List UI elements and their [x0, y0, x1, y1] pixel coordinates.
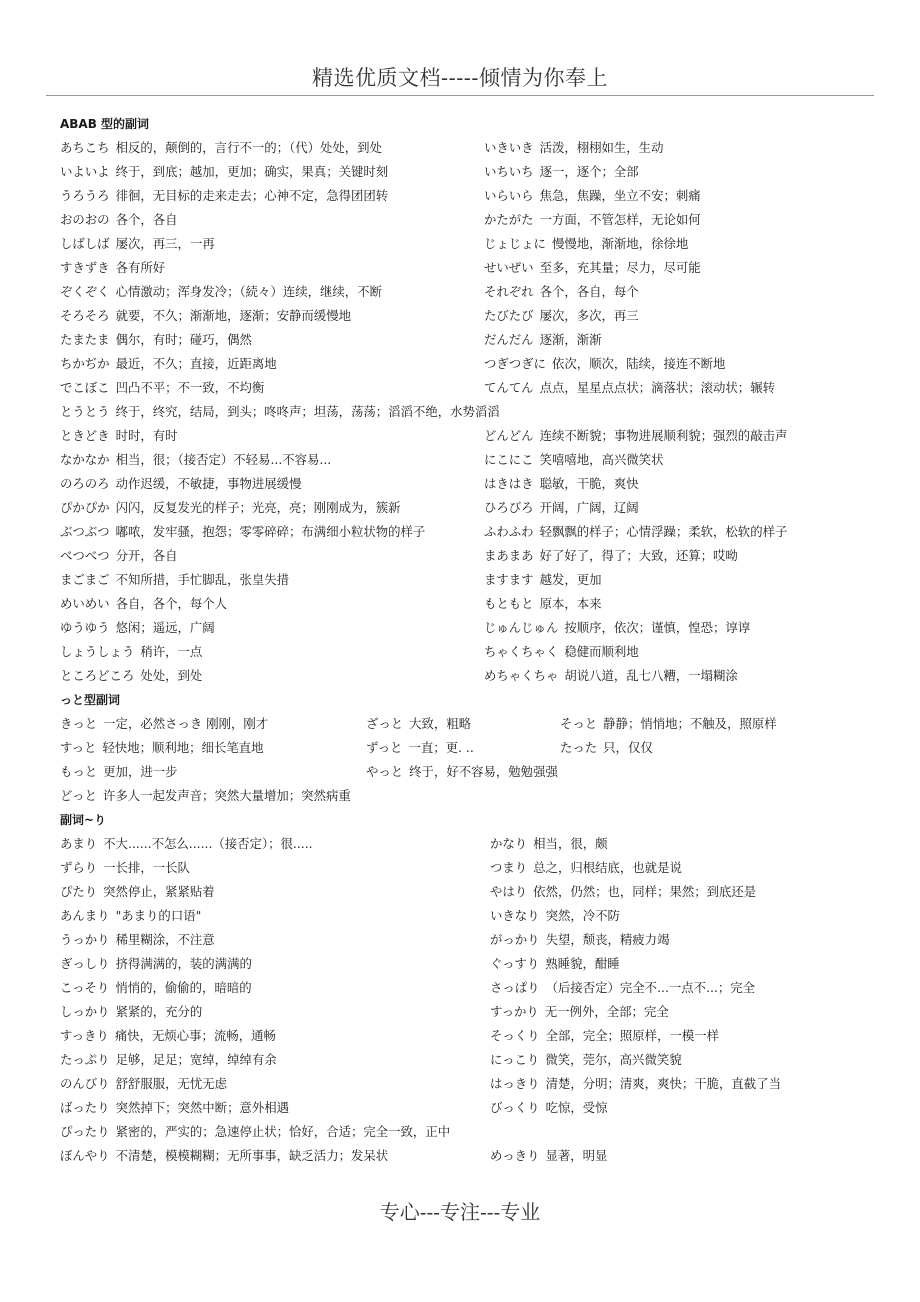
entry-definition: 慢慢地，渐渐地，徐徐地	[551, 236, 689, 251]
entry-term: ぴったり	[60, 1124, 110, 1139]
vocab-entry	[60, 832, 313, 856]
entry-term: いよいよ	[60, 164, 110, 179]
vocab-entry	[60, 616, 215, 640]
entry-term: すっかり	[490, 1004, 539, 1019]
entry-term: ふわふわ	[484, 524, 534, 539]
entry-definition: 一方面，不管怎样，无论如何	[539, 212, 701, 227]
vocab-entry	[490, 1000, 669, 1024]
vocab-entry	[366, 736, 474, 760]
entry-term: うろうろ	[60, 188, 110, 203]
entry-definition: 活泼，栩栩如生，生动	[539, 140, 664, 155]
entry-definition: 至多，充其量；尽力，尽可能	[539, 260, 701, 275]
vocab-entry	[490, 1024, 719, 1048]
vocab-entry	[60, 1048, 277, 1072]
entry-term: あまり	[60, 836, 98, 851]
entry-definition: 吃惊，受惊	[545, 1100, 608, 1115]
entry-row	[60, 232, 880, 256]
entry-definition: 舒舒服服，无忧无虑	[115, 1076, 228, 1091]
entry-definition: 屡次，多次，再三	[539, 308, 639, 323]
section-2	[60, 688, 880, 808]
section-1	[60, 112, 880, 688]
entry-term: かたがた	[484, 212, 534, 227]
entry-row	[60, 1048, 880, 1072]
vocab-entry	[60, 760, 178, 784]
vocab-entry	[560, 736, 653, 760]
entry-definition: 一定，必然さっき 刚刚，刚才	[103, 716, 269, 731]
entry-term: はっきり	[490, 1076, 540, 1091]
vocab-entry	[484, 280, 639, 304]
entry-term: ぎっしり	[60, 956, 110, 971]
entry-term: ばったり	[60, 1100, 110, 1115]
vocab-entry	[484, 568, 602, 592]
entry-definition: 失望，颓丧，精疲力竭	[545, 932, 670, 947]
vocab-entry	[60, 952, 252, 976]
entry-definition: 胡说八道，乱七八糟，一塌糊涂	[564, 668, 738, 683]
entry-definition: 心情激动；浑身发冷；（続々）连续，继续，不断	[115, 284, 382, 299]
entry-term: どんどん	[484, 428, 534, 443]
vocab-entry	[490, 832, 608, 856]
entry-definition: 一直；更. ..	[408, 740, 474, 755]
entry-term: それぞれ	[484, 284, 534, 299]
entry-definition: 突然停止，紧紧贴着	[103, 884, 215, 899]
entry-term: しばしば	[60, 236, 110, 251]
entry-row	[60, 424, 880, 448]
entry-term: おのおの	[60, 212, 110, 227]
vocab-entry	[60, 208, 178, 232]
entry-term: いらいら	[484, 188, 534, 203]
entry-definition: 动作迟缓，不敏捷，事物进展缓慢	[115, 476, 302, 491]
vocab-entry	[60, 880, 215, 904]
entry-term: なかなか	[60, 452, 110, 467]
entry-term: じょじょに	[484, 236, 546, 251]
entry-term: がっかり	[490, 932, 540, 947]
entry-row	[60, 1072, 880, 1096]
entry-term: じゅんじゅん	[484, 620, 559, 635]
entry-row	[60, 376, 880, 400]
vocab-entry	[484, 640, 639, 664]
entry-definition: 悠闲；遥远，广阔	[115, 620, 215, 635]
vocab-entry	[60, 232, 215, 256]
entry-term: こっそり	[60, 980, 110, 995]
entry-term: さっぱり	[490, 980, 540, 995]
entry-definition: 处处，到处	[140, 668, 203, 683]
entry-definition: 静静；悄悄地；不触及，照原样	[603, 716, 777, 731]
vocab-entry	[484, 352, 725, 376]
entry-row	[60, 256, 880, 280]
vocab-entry	[60, 136, 382, 160]
vocab-entry	[60, 352, 277, 376]
vocab-entry	[490, 904, 620, 928]
header-rule	[46, 95, 874, 96]
entry-definition: 终于，终究，结局，到头；咚咚声；坦荡，荡荡；滔滔不绝，水势滔滔	[115, 404, 500, 419]
entry-row	[60, 976, 880, 1000]
entry-definition: 逐一，逐个；全部	[539, 164, 639, 179]
vocab-entry	[60, 184, 388, 208]
page-footer: 专心---专注---专业	[379, 1200, 541, 1224]
entry-term: どっと	[60, 788, 97, 803]
entry-term: いちいち	[484, 164, 534, 179]
entry-term: もともと	[484, 596, 534, 611]
entry-definition: 清楚，分明；清爽，爽快；干脆，直截了当	[545, 1076, 781, 1091]
entry-term: きっと	[60, 716, 98, 731]
entry-definition: 闪闪，反复发光的样子；光亮，亮；刚刚成为，簇新	[115, 500, 401, 515]
entry-definition: 悄悄的，偷偷的，暗暗的	[115, 980, 252, 995]
entry-definition: 紧紧的，充分的	[115, 1004, 203, 1019]
vocab-entry	[490, 976, 755, 1000]
entry-term: ひろびろ	[484, 500, 534, 515]
vocab-entry	[490, 928, 669, 952]
vocab-entry	[490, 1144, 607, 1168]
entry-term: ざっと	[366, 716, 404, 731]
entry-term: ぴかぴか	[60, 500, 110, 515]
entry-row	[60, 328, 880, 352]
entry-definition: 焦急，焦躁，坐立不安；刺痛	[539, 188, 701, 203]
vocab-entry	[484, 472, 639, 496]
entry-row	[60, 520, 880, 544]
entry-term: まごまご	[60, 572, 110, 587]
section-3	[60, 808, 880, 1168]
entry-term: ちゃくちゃく	[484, 644, 559, 659]
entry-row	[60, 856, 880, 880]
entry-row	[60, 928, 880, 952]
entry-definition: 好了好了，得了；大致，还算；哎呦	[539, 548, 738, 563]
entry-definition: 总之，归根结底，也就是说	[533, 860, 682, 875]
vocab-entry	[490, 1072, 781, 1096]
entry-term: ずっと	[366, 740, 403, 755]
entry-row	[60, 760, 880, 784]
entry-definition: 嘟哝，发牢骚，抱怨；零零碎碎；布满细小粒状物的样子	[115, 524, 426, 539]
entry-definition: 各个，各自，每个	[539, 284, 639, 299]
vocab-entry	[484, 208, 701, 232]
entry-definition: 不知所措，手忙脚乱，张皇失措	[115, 572, 290, 587]
entry-term: そっと	[560, 716, 598, 731]
vocab-entry	[484, 136, 663, 160]
entry-definition: 更加，进一步	[103, 764, 178, 779]
vocab-entry	[60, 424, 178, 448]
vocab-entry	[60, 400, 500, 424]
entry-definition: 偶尔，有时；碰巧，偶然	[115, 332, 252, 347]
entry-definition: 挤得满满的，装的满满的	[115, 956, 252, 971]
entry-definition: 相反的，颠倒的，言行不一的；（代）处处，到处	[115, 140, 382, 155]
entry-definition: 越发，更加	[539, 572, 602, 587]
entry-definition: 足够，足足；宽绰，绰绰有余	[115, 1052, 277, 1067]
entry-definition: 时时，有时	[115, 428, 178, 443]
entry-term: だんだん	[484, 332, 534, 347]
entry-definition: 最近，不久；直接，近距离地	[115, 356, 277, 371]
entry-row	[60, 952, 880, 976]
entry-definition: 凹凸不平；不一致，不均衡	[115, 380, 265, 395]
entry-row	[60, 352, 880, 376]
vocab-entry	[484, 664, 738, 688]
vocab-entry	[60, 904, 201, 928]
entry-definition: 稀里糊涂，不注意	[115, 932, 215, 947]
entry-definition: 就要，不久；渐渐地，逐渐；安静而缓慢地	[115, 308, 351, 323]
vocab-entry	[60, 160, 388, 184]
vocab-entry	[60, 1024, 276, 1048]
entry-row	[60, 880, 880, 904]
entry-definition: 终于，到底；越加，更加；确实，果真；关键时刻	[115, 164, 389, 179]
entry-term: ぶつぶつ	[60, 524, 110, 539]
entry-definition: 痛快，无烦心事；流畅，通畅	[114, 1028, 276, 1043]
entry-row	[60, 160, 880, 184]
entry-term: しっかり	[60, 1004, 110, 1019]
entry-definition: 只，仅仅	[603, 740, 653, 755]
entry-row	[60, 1000, 880, 1024]
entry-term: ますます	[484, 572, 534, 587]
entry-term: にこにこ	[484, 452, 534, 467]
entry-definition: 点点，星星点点状；滴落状；滚动状；辗转	[539, 380, 775, 395]
vocab-entry	[60, 472, 301, 496]
entry-term: せいぜい	[484, 260, 534, 275]
vocab-entry	[60, 256, 165, 280]
entry-term: すっきり	[60, 1028, 109, 1043]
entry-term: めちゃくちゃ	[484, 668, 559, 683]
entry-definition: 原本，本来	[539, 596, 602, 611]
entry-term: しょうしょう	[60, 644, 135, 659]
vocab-entry	[60, 976, 252, 1000]
entry-row	[60, 400, 880, 424]
vocab-entry	[484, 424, 787, 448]
entry-term: いきなり	[490, 908, 540, 923]
vocab-entry	[60, 280, 382, 304]
entry-row	[60, 472, 880, 496]
vocab-entry	[484, 376, 775, 400]
vocab-entry	[60, 544, 178, 568]
section-title: ABAB 型的副词	[60, 117, 150, 131]
vocab-entry	[484, 328, 602, 352]
entry-row	[60, 280, 880, 304]
vocab-entry	[490, 856, 682, 880]
vocab-entry	[60, 1096, 289, 1120]
vocab-entry	[60, 592, 227, 616]
entry-term: ぼんやり	[60, 1148, 110, 1163]
vocab-entry	[60, 664, 202, 688]
entry-definition: 不大......不怎么......（接否定）；很.....	[103, 836, 313, 851]
entry-term: のろのろ	[60, 476, 110, 491]
entry-term: べつべつ	[60, 548, 110, 563]
vocab-entry	[60, 928, 215, 952]
entry-row	[60, 136, 880, 160]
entry-term: ぞくぞく	[60, 284, 110, 299]
entry-row	[60, 736, 880, 760]
vocab-entry	[60, 736, 264, 760]
entry-term: すきずき	[60, 260, 110, 275]
entry-term: びっくり	[490, 1100, 540, 1115]
entry-term: たまたま	[60, 332, 110, 347]
entry-term: めいめい	[60, 596, 110, 611]
section-title: 副词~り	[60, 813, 107, 827]
entry-row	[60, 1024, 880, 1048]
entry-row	[60, 304, 880, 328]
entry-term: そっくり	[490, 1028, 540, 1043]
vocab-entry	[484, 520, 787, 544]
entry-definition: 稍许，一点	[140, 644, 203, 659]
entry-term: ずらり	[60, 860, 98, 875]
entry-term: ところどころ	[60, 668, 135, 683]
vocab-entry	[60, 1144, 388, 1168]
entry-term: いきいき	[484, 140, 534, 155]
vocab-entry	[60, 376, 264, 400]
entry-definition: 微笑，莞尔，高兴微笑貌	[545, 1052, 682, 1067]
section-title: っと型副词	[60, 693, 121, 707]
entry-definition: 许多人一起发声音；突然大量增加；突然病重	[102, 788, 351, 803]
entry-definition: 依次，顺次，陆续，接连不断地	[551, 356, 726, 371]
entry-definition: 徘徊，无目标的走来走去；心神不定，急得团团转	[115, 188, 389, 203]
entry-term: たっぷり	[60, 1052, 110, 1067]
entry-term: とうとう	[60, 404, 110, 419]
vocab-entry	[484, 448, 663, 472]
vocab-entry	[484, 592, 602, 616]
vocab-entry	[60, 784, 351, 808]
entry-term: ちかぢか	[60, 356, 110, 371]
entry-definition: 按顺序，依次；谨慎，惶恐；谆谆	[564, 620, 751, 635]
entry-definition: "あまり的口语"	[115, 908, 202, 923]
vocab-entry	[484, 184, 701, 208]
entry-term: まあまあ	[484, 548, 534, 563]
entry-term: めっきり	[490, 1148, 540, 1163]
entry-term: やっと	[366, 764, 404, 779]
entry-term: つまり	[490, 860, 528, 875]
entry-definition: 轻飘飘的样子；心情浮躁；柔软，松软的样子	[539, 524, 788, 539]
vocab-entry	[490, 880, 756, 904]
entry-definition: 各个，各自	[115, 212, 178, 227]
entry-term: すっと	[60, 740, 97, 755]
vocab-entry	[60, 328, 252, 352]
entry-definition: 终于，好不容易，勉勉强强	[409, 764, 558, 779]
vocab-entry	[60, 1072, 227, 1096]
entry-term: でこぼこ	[60, 380, 110, 395]
entry-definition: 依然，仍然；也，同样；果然；到底还是	[533, 884, 757, 899]
entry-definition: 轻快地；顺利地；细长笔直地	[102, 740, 264, 755]
entry-definition: （后接否定）完全不...一点不...；完全	[545, 980, 756, 995]
entry-row	[60, 208, 880, 232]
vocab-entry	[484, 616, 750, 640]
entry-term: もっと	[60, 764, 98, 779]
vocab-entry	[484, 544, 738, 568]
vocab-entry	[484, 232, 688, 256]
vocab-entry	[60, 712, 268, 736]
vocab-entry	[60, 496, 401, 520]
entry-definition: 一长排，一长队	[103, 860, 190, 875]
entry-definition: 不清楚，模模糊糊；无所事事，缺乏活力；发呆状	[115, 1148, 389, 1163]
entry-term: かなり	[490, 836, 528, 851]
vocab-entry	[490, 1048, 682, 1072]
entry-row	[60, 640, 880, 664]
entry-term: てんてん	[484, 380, 534, 395]
entry-definition: 熟睡貌，酣睡	[545, 956, 620, 971]
entry-row	[60, 616, 880, 640]
vocab-entry	[560, 712, 777, 736]
vocab-entry	[60, 856, 190, 880]
vocab-entry	[490, 1096, 608, 1120]
page-header: 精选优质文档-----倾情为你奉上	[312, 66, 608, 90]
entry-definition: 突然，冷不防	[545, 908, 620, 923]
entry-definition: 紧密的，严实的；急速停止状；恰好，合适；完全一致，正中	[115, 1124, 451, 1139]
entry-row	[60, 832, 880, 856]
entry-term: たびたび	[484, 308, 534, 323]
entry-row	[60, 784, 880, 808]
entry-term: あちこち	[60, 140, 110, 155]
vocab-entry	[366, 712, 471, 736]
entry-term: ゆうゆう	[60, 620, 110, 635]
vocab-entry	[490, 952, 620, 976]
entry-definition: 显著，明显	[545, 1148, 608, 1163]
vocab-entry	[366, 760, 558, 784]
vocab-entry	[60, 568, 289, 592]
entry-term: はきはき	[484, 476, 534, 491]
vocab-entry	[60, 640, 202, 664]
document-body	[60, 112, 880, 1168]
entry-definition: 开阔，广阔，辽阔	[539, 500, 639, 515]
entry-term: うっかり	[60, 932, 110, 947]
entry-row	[60, 664, 880, 688]
entry-term: ぐっすり	[490, 956, 540, 971]
entry-term: のんびり	[60, 1076, 110, 1091]
entry-row	[60, 1120, 880, 1144]
entry-term: たった	[560, 740, 598, 755]
entry-row	[60, 496, 880, 520]
entry-term: あんまり	[60, 908, 110, 923]
entry-row	[60, 1096, 880, 1120]
vocab-entry	[60, 304, 351, 328]
entry-definition: 逐渐，渐渐	[539, 332, 602, 347]
entry-definition: 分开，各自	[115, 548, 178, 563]
entry-definition: 各有所好	[115, 260, 166, 275]
entry-definition: 屡次，再三，一再	[115, 236, 215, 251]
entry-definition: 相当，很；（接否定）不轻易...不容易...	[115, 452, 332, 467]
vocab-entry	[484, 256, 701, 280]
entry-term: ぴたり	[60, 884, 98, 899]
entry-row	[60, 448, 880, 472]
vocab-entry	[484, 496, 639, 520]
vocab-entry	[484, 160, 639, 184]
entry-row	[60, 1144, 880, 1168]
entry-definition: 全部，完全；照原样，一模一样	[545, 1028, 720, 1043]
entry-definition: 笑嘻嘻地，高兴微笑状	[539, 452, 664, 467]
entry-definition: 连续不断貌；事物进展顺利貌；强烈的敲击声	[539, 428, 788, 443]
vocab-entry	[60, 520, 425, 544]
entry-row	[60, 544, 880, 568]
vocab-entry	[60, 1120, 450, 1144]
entry-row	[60, 184, 880, 208]
vocab-entry	[60, 448, 331, 472]
entry-row	[60, 592, 880, 616]
vocab-entry	[60, 1000, 202, 1024]
entry-term: つぎつぎに	[484, 356, 546, 371]
vocab-entry	[484, 304, 639, 328]
entry-row	[60, 712, 880, 736]
entry-row	[60, 904, 880, 928]
entry-definition: 突然掉下；突然中断；意外相遇	[115, 1100, 290, 1115]
entry-definition: 相当，很，颇	[533, 836, 608, 851]
entry-definition: 无一例外，全部；完全	[544, 1004, 669, 1019]
entry-definition: 稳健而顺利地	[564, 644, 639, 659]
entry-term: ときどき	[60, 428, 110, 443]
entry-definition: 各自，各个，每个人	[115, 596, 228, 611]
entry-row	[60, 568, 880, 592]
entry-term: にっこり	[490, 1052, 540, 1067]
entry-term: そろそろ	[60, 308, 110, 323]
entry-definition: 聪敏，干脆，爽快	[539, 476, 639, 491]
entry-definition: 大致，粗略	[409, 716, 472, 731]
entry-term: やはり	[490, 884, 528, 899]
